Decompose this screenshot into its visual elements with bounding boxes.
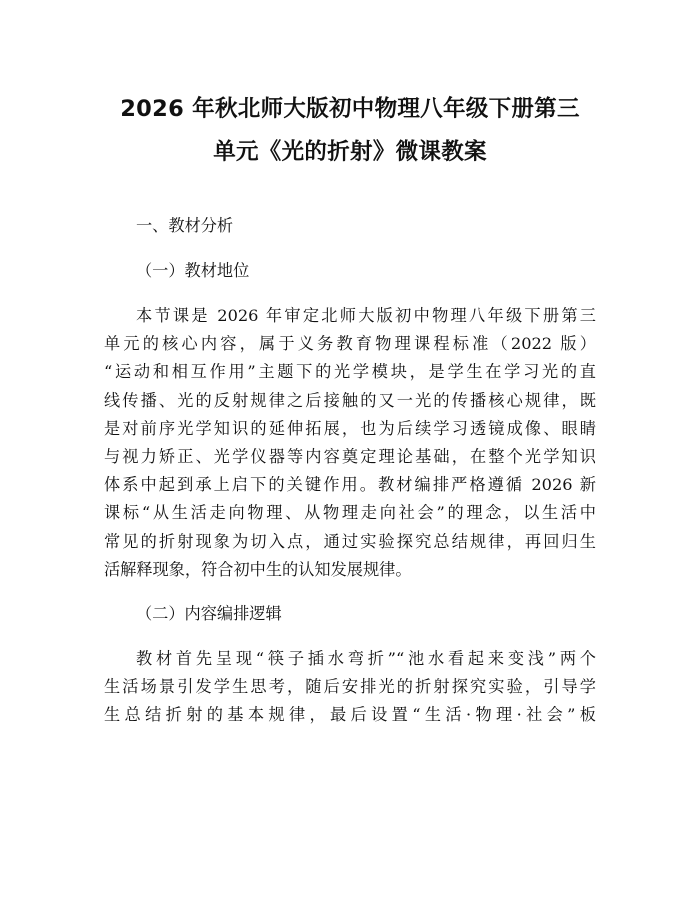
paragraph-line: 常见的折射现象为切入点，通过实验探究总结规律，再回归生 (104, 531, 596, 551)
title-line-1: 2026 年秋北师大版初中物理八年级下册第三 (120, 96, 580, 122)
document-title (104, 88, 596, 174)
paragraph-line: 单元的核心内容，属于义务教育物理课程标准（2022 版） (104, 334, 596, 354)
paragraph-line: 是对前序光学知识的延伸拓展，也为后续学习透镜成像、眼睛 (104, 418, 596, 438)
paragraph-content-arrangement (104, 645, 596, 730)
paragraph-line: 生活场景引发学生思考，随后安排光的折射探究实验，引导学 (104, 677, 596, 697)
paragraph-material-position (104, 302, 596, 584)
paragraph-line: 生总结折射的基本规律，最后设置“生活·物理·社会”板 (104, 705, 596, 725)
section-heading-teaching-material-analysis: 一、教材分析 (136, 216, 234, 235)
paragraph-line: “运动和相互作用”主题下的光学模块，是学生在学习光的直 (104, 362, 596, 382)
subsection-heading-content-arrangement: （二）内容编排逻辑 (136, 604, 282, 624)
paragraph-line: 课标“从生活走向物理、从物理走向社会”的理念，以生活中 (104, 503, 596, 523)
paragraph-line: 教材首先呈现“筷子插水弯折”“池水看起来变浅”两个 (136, 649, 596, 669)
subsection-heading-material-position: （一）教材地位 (136, 261, 250, 280)
paragraph-line: 体系中起到承上启下的关键作用。教材编排严格遵循 2026 新 (104, 475, 596, 495)
paragraph-line: 本节课是 2026 年审定北师大版初中物理八年级下册第三 (136, 306, 596, 325)
paragraph-line: 活解释现象，符合初中生的认知发展规律。 (104, 559, 412, 579)
paragraph-line: 与视力矫正、光学仪器等内容奠定理论基础，在整个光学知识 (104, 447, 596, 467)
paragraph-line: 线传播、光的反射规律之后接触的又一光的传播核心规律，既 (104, 390, 596, 410)
title-line-2: 单元《光的折射》微课教案 (213, 139, 487, 165)
